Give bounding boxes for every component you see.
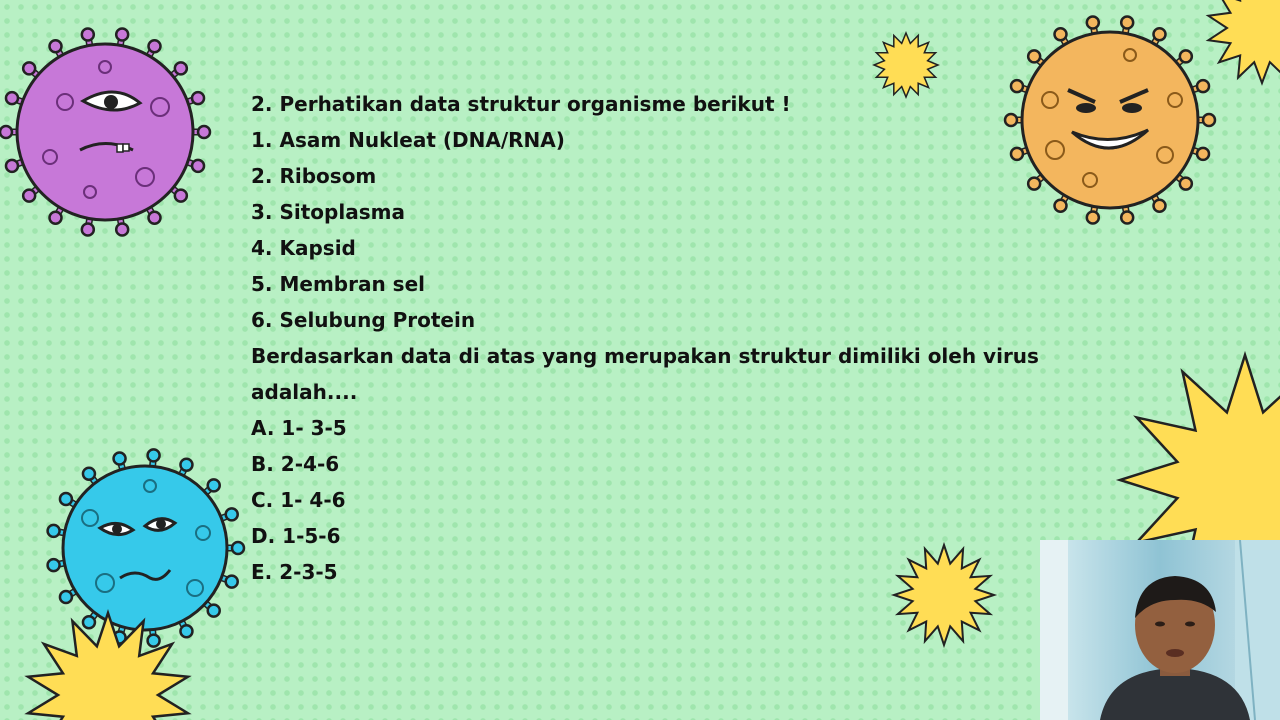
question-title: 2. Perhatikan data struktur organisme berikut ! (251, 92, 791, 116)
option-d: D. 1-5-6 (251, 524, 341, 548)
option-e: E. 2-3-5 (251, 560, 338, 584)
presenter-video-icon (1040, 540, 1280, 720)
item-1: 1. Asam Nukleat (DNA/RNA) (251, 128, 565, 152)
item-5: 5. Membran sel (251, 272, 425, 296)
item-3: 3. Sitoplasma (251, 200, 405, 224)
option-c: C. 1- 4-6 (251, 488, 346, 512)
purple-virus-icon (0, 29, 210, 236)
slide-content (251, 86, 1051, 590)
item-4: 4. Kapsid (251, 236, 356, 260)
question-prompt: Berdasarkan data di atas yang merupakan struktur dimiliki oleh virus adalah.... (251, 344, 1039, 404)
option-b: B. 2-4-6 (251, 452, 340, 476)
item-2: 2. Ribosom (251, 164, 377, 188)
star-top-right-icon (1208, 0, 1280, 83)
item-6: 6. Selubung Protein (251, 308, 476, 332)
blue-virus-icon (48, 449, 244, 646)
webcam-overlay (1040, 540, 1280, 720)
option-a: A. 1- 3-5 (251, 416, 347, 440)
